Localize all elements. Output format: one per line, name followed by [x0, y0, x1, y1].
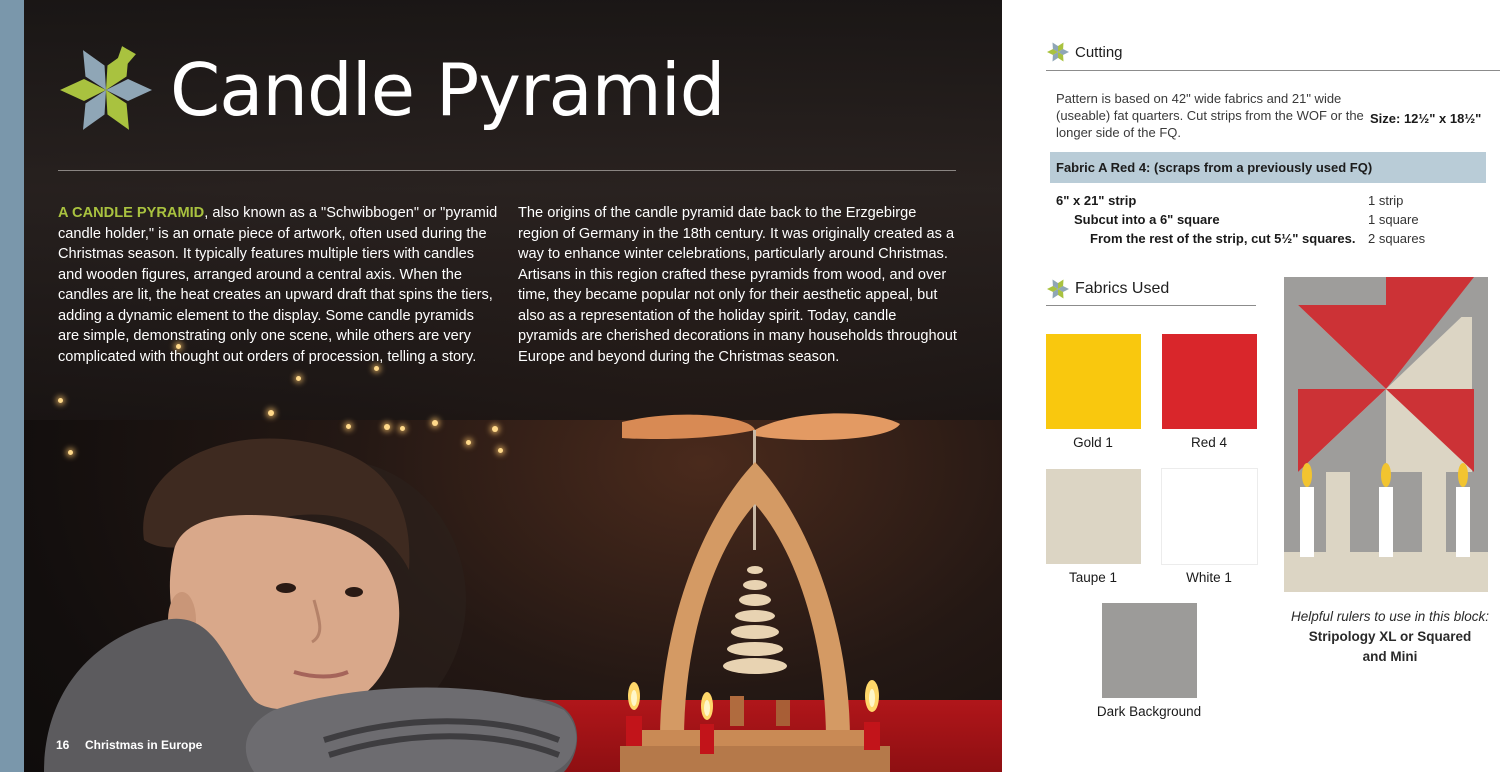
cutting-intro: Pattern is based on 42" wide fabrics and 21" wide (useable) fat quarters. Cut strips from the WOF or the longer side of the FQ.	[1056, 91, 1364, 140]
child-photo	[24, 410, 664, 772]
cut-instruction: Subcut into a 6" square	[1074, 212, 1220, 227]
swatch-gold-1	[1046, 334, 1141, 429]
rulers-caption	[1284, 607, 1496, 667]
swatch-white-1	[1162, 469, 1257, 564]
swatch-dark-background	[1102, 603, 1197, 698]
cut-instruction: 6" x 21" strip	[1056, 193, 1137, 208]
page-title: Candle Pyramid	[170, 48, 725, 132]
swatch-red-4	[1162, 334, 1257, 429]
candle-pyramid-photo	[590, 400, 920, 772]
page-number: 16	[56, 738, 70, 752]
cutting-title: Cutting	[1075, 43, 1123, 61]
intro-column-1	[58, 203, 498, 367]
cutting-heading	[1046, 40, 1123, 64]
quilt-block-preview	[1284, 277, 1488, 592]
fabrics-used-heading	[1046, 277, 1169, 301]
spine-strip	[0, 0, 24, 772]
cut-instruction: From the rest of the strip, cut 5½" squares.	[1090, 231, 1356, 246]
cut-quantity: 2 squares	[1368, 231, 1426, 246]
title-divider	[58, 170, 956, 171]
fabrics-divider	[1046, 305, 1256, 306]
cutting-divider	[1046, 70, 1500, 71]
fabric-a-header: Fabric A Red 4: (scraps from a previously used FQ)	[1050, 152, 1486, 183]
star-icon	[1046, 40, 1070, 64]
intro-column-2: The origins of the candle pyramid date back to the Erzgebirge region of Germany in the 18th century. It was originally created as a way to enhance winter celebrations, particularly around Christmas. Artisans in this region crafted these pyramids from wood, and over time, they became popular not only for their aesthetic appeal, but also as a representation of the holiday spirit. Today, candle pyramids are cherished decorations in many households throughout Europe and beyond during the Christmas season.	[518, 205, 957, 365]
fabrics-used-title: Fabrics Used	[1075, 280, 1170, 297]
intro-lead: A CANDLE PYRAMID	[58, 205, 205, 221]
title-block	[56, 40, 725, 140]
swatch-label: White 1	[1186, 570, 1232, 585]
swatch-label: Red 4	[1190, 435, 1228, 450]
star-icon	[1046, 277, 1070, 301]
swatch-label: Dark Background	[1096, 704, 1202, 719]
block-size: Size: 12½" x 18½"	[1370, 111, 1482, 126]
bokeh-light	[296, 376, 301, 381]
ruler-names: Stripology XL or Squared	[1308, 629, 1472, 644]
cut-quantity: 1 strip	[1368, 193, 1404, 208]
cut-quantity: 1 square	[1368, 212, 1419, 227]
bokeh-light	[58, 398, 63, 403]
star-icon	[56, 40, 156, 140]
rulers-caption-text: Helpful rulers to use in this block:	[1290, 609, 1490, 624]
book-title: Christmas in Europe	[85, 738, 203, 752]
swatch-taupe-1	[1046, 469, 1141, 564]
ruler-names: and Mini	[1362, 649, 1418, 664]
swatch-label: Taupe 1	[1068, 570, 1118, 585]
swatch-label: Gold 1	[1073, 435, 1113, 450]
right-page	[1002, 0, 1500, 772]
intro-text-1: , also known as a "Schwibbogen" or "pyramid candle holder," is an ornate piece of artwork, often used during the Christmas season. It typically features multiple tiers with candles and wooden figures, arranged around a central axis. When the candles are lit, the heat creates an upward draft that spins the tiers, adding a dynamic element to the display. Some candle pyramids are simple, demonstrating only one scene, while others are very complicated with thought out orders of procession, telling a story.	[58, 205, 498, 365]
